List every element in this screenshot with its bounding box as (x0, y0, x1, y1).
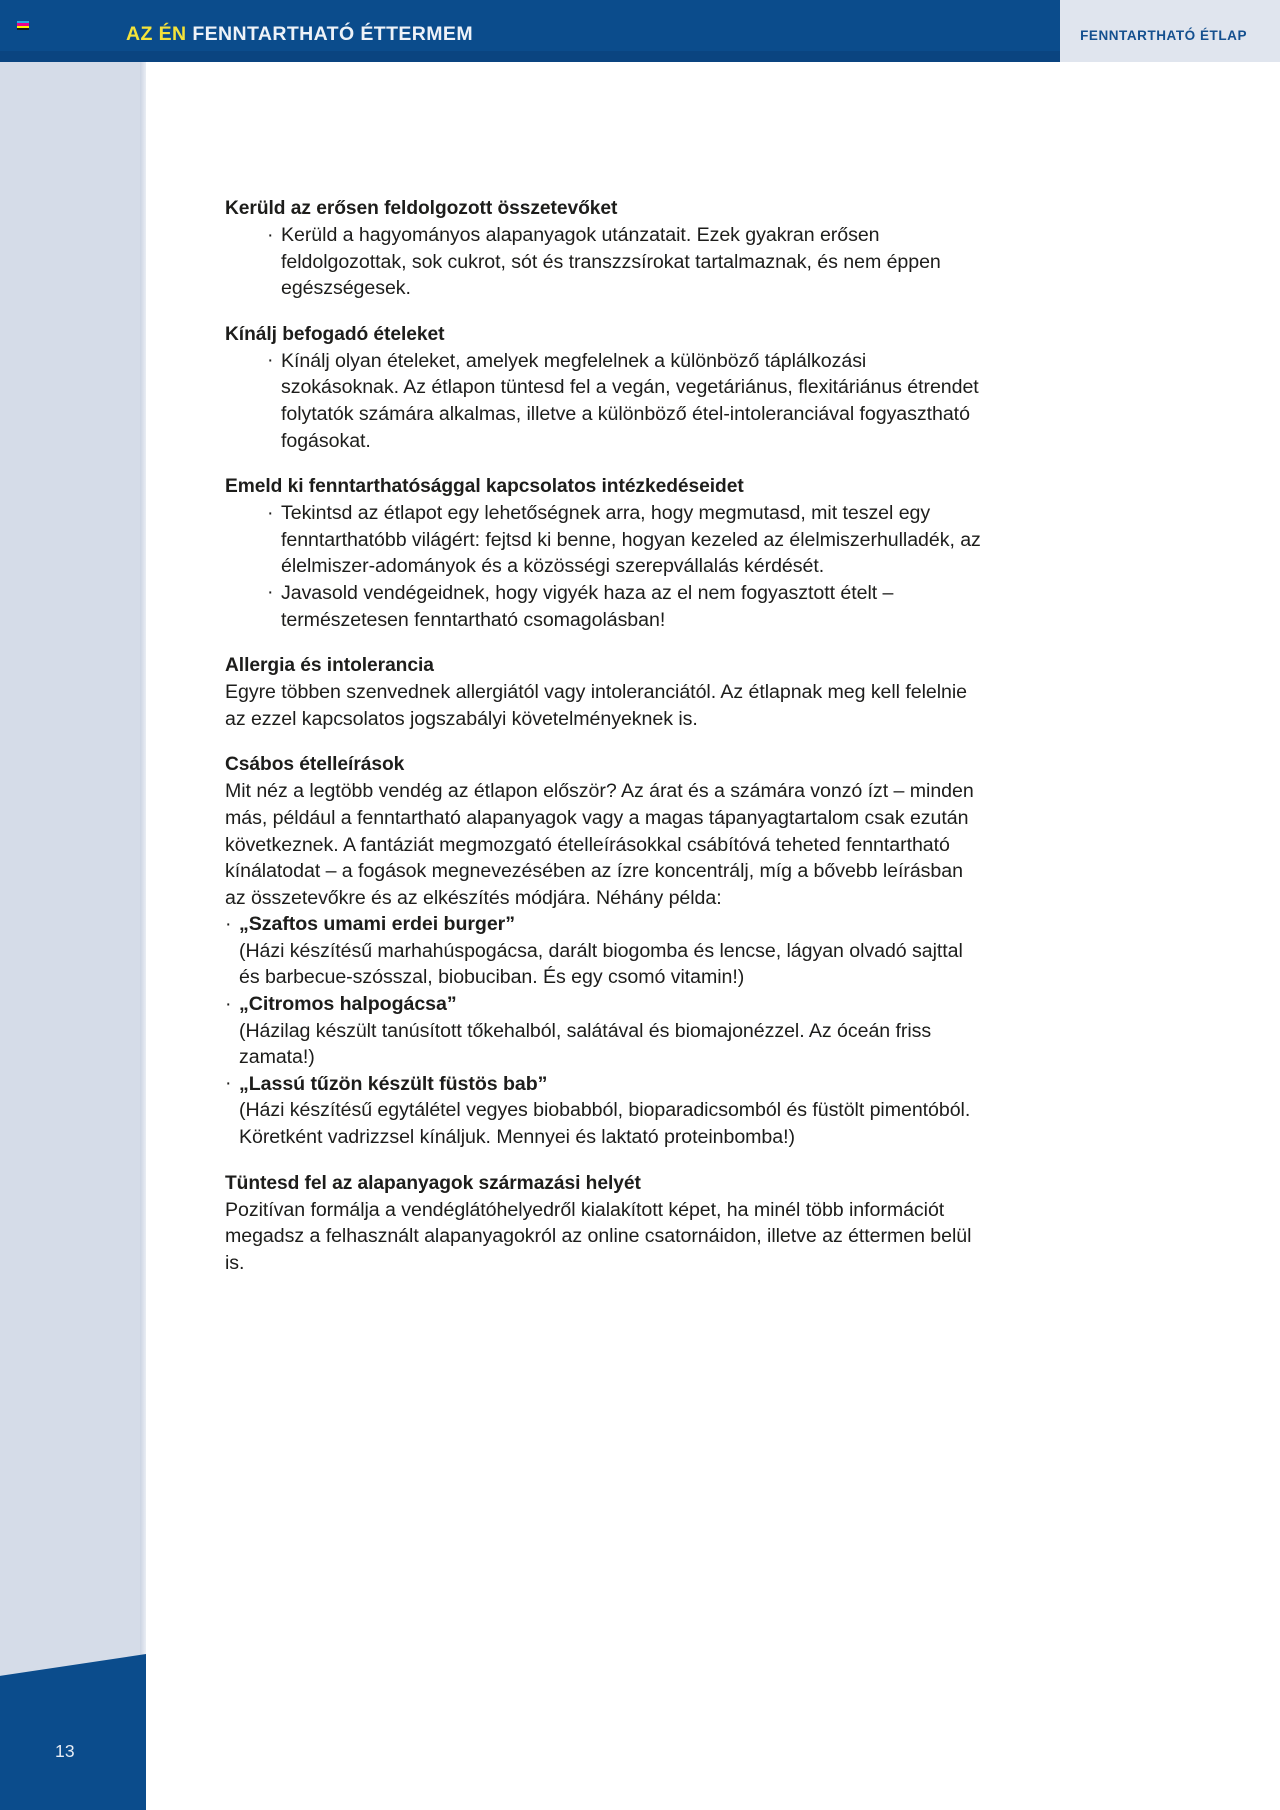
dish-example-list (225, 911, 985, 1150)
section-paragraph: Egyre többen szenvednek allergiától vagy intoleranciától. Az étlapnak meg kell felelnie az ezzel kapcsolatos jogszabályi követelményeknek is. (225, 681, 967, 730)
list-item: · Kínálj olyan ételeket, amelyek megfelelnek a különböző táplálkozási szokásoknak. Az étlapon tüntesd fel a vegán, vegetáriánus, flexitáriánus étrendet folytatók számára alkalmas, illetve a különböző étel-intoleranciával fogyasztható fogásokat. (267, 348, 985, 454)
section-heading: Allergia és intolerancia (225, 655, 434, 677)
section-enticing-descriptions (225, 752, 985, 1150)
page-number: 13 (55, 1741, 75, 1761)
section-heading: Kínálj befogadó ételeket (225, 323, 445, 345)
section-paragraph: Pozitívan formálja a vendéglátóhelyedről kialakított képet, ha minél több információt megadsz a felhasznált alapanyagokról az online csatornáidon, illetve az éttermen belül is. (225, 1198, 972, 1274)
section-heading: Csábos ételleírások (225, 754, 405, 776)
list-item (225, 991, 985, 1071)
dish-description: (Házi készítésű egytálétel vegyes biobabból, bioparadicsomból és füstölt pimentóból. Köretként vadrizzsel kínáljuk. Mennyei és laktató proteinbomba!) (239, 1099, 971, 1149)
page-title-accent: AZ ÉN (126, 23, 187, 45)
list-item: · Javasold vendégeidnek, hogy vigyék haza az el nem fogyasztott ételt – természetesen fenntartható csomagolásban! (267, 580, 985, 633)
section-heading: Kerüld az erősen feldolgozott összetevőket (225, 198, 618, 219)
list-item (225, 1071, 985, 1151)
dish-description: (Házi készítésű marhahúspogácsa, darált biogomba és lencse, lágyan olvadó sajttal és barbecue-szósszal, biobuciban. És egy csomó vitamin!) (239, 939, 963, 989)
list-item (225, 911, 985, 991)
section-paragraph: Mit néz a legtöbb vendég az étlapon először? Az árat és a számára vonzó ízt – minden más, például a fenntartható alapanyagok vagy a magas tápanyagtartalom csak ezután következnek. A fantáziát megmozgató ételleírásokkal csábítóvá teheted fenntartható kínálatodat – a fogások megnevezésében az ízre koncentrálj, míg a bővebb leírásban az összetevőkre és az elkészítés módjára. Néhány példa: (225, 780, 974, 909)
dish-description: (Házilag készült tanúsított tőkehalból, salátával és biomajonézzel. Az óceán friss zamata!) (239, 1019, 932, 1069)
section-heading: Tüntesd fel az alapanyagok származási helyét (225, 1172, 641, 1194)
bullet-list (225, 348, 985, 454)
list-item: · Kerüld a hagyományos alapanyagok utánzatait. Ezek gyakran erősen feldolgozottak, sok cukrot, sót és transzzsírokat tartalmaznak, és nem éppen egészségesek. (267, 222, 985, 302)
header-blue-bar-shadow (0, 51, 1060, 62)
left-band-edge (140, 0, 146, 1810)
section-origin (225, 1171, 985, 1277)
chapter-label: FENNTARTHATÓ ÉTLAP (1080, 28, 1247, 43)
section-heading: Emeld ki fenntarthatósággal kapcsolatos intézkedéseidet (225, 476, 744, 498)
main-content (225, 196, 985, 1276)
list-item: · Tekintsd az étlapot egy lehetőségnek arra, hogy megmutasd, mit teszel egy fenntarthatóbb világért: fejtsd ki benne, hogyan kezeled az élelmiszerhulladék, az élelmiszer-adományok és a közösségi szerepvállalás kérdését. (267, 500, 985, 580)
section-inclusive-food (225, 322, 985, 454)
section-allergy (225, 653, 985, 732)
section-avoid-processed (225, 196, 985, 302)
page-header (0, 0, 1280, 62)
dish-name: · „Lassú tűzön készült füstös bab” (239, 1072, 548, 1095)
dish-name: · „Szaftos umami erdei burger” (239, 913, 515, 936)
section-highlight-measures (225, 474, 985, 633)
page-title (126, 23, 473, 46)
dish-name: · „Citromos halpogácsa” (239, 993, 457, 1016)
left-color-band (0, 0, 146, 1810)
page-title-plain: FENNTARTHATÓ ÉTTERMEM (192, 23, 473, 45)
page-number-flag (0, 1654, 146, 1810)
bullet-list (225, 222, 985, 302)
header-right-panel (1060, 0, 1280, 62)
bullet-list (225, 500, 985, 633)
cmyk-registration-mark-icon (17, 21, 29, 30)
